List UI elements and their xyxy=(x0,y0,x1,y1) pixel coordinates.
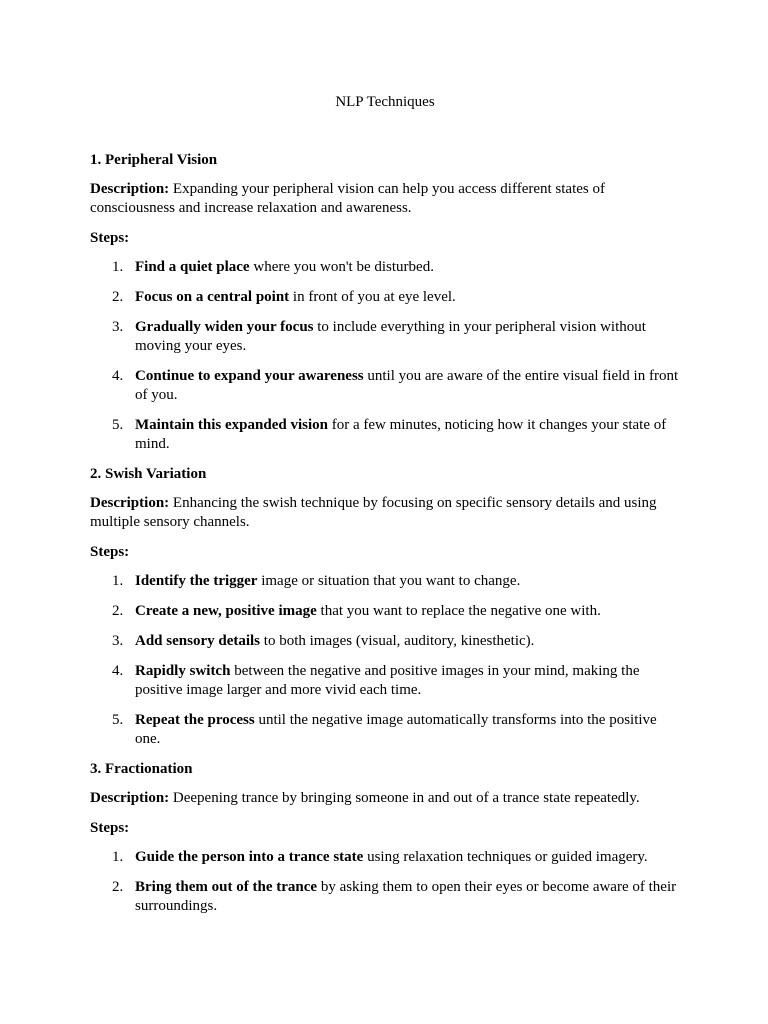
step-number: 2. xyxy=(112,879,124,895)
step-lead: Continue to expand your awareness xyxy=(135,368,364,384)
steps-label: Steps: xyxy=(90,544,130,560)
step-lead: Rapidly switch xyxy=(135,663,231,679)
list-item xyxy=(90,711,680,749)
step-lead: Gradually widen your focus xyxy=(135,319,314,335)
step-lead: Create a new, positive image xyxy=(135,603,317,619)
step-number: 2. xyxy=(112,603,124,619)
step-lead: Guide the person into a trance state xyxy=(135,849,364,865)
step-number: 1. xyxy=(112,259,124,275)
document-title: NLP Techniques xyxy=(335,94,435,110)
step-number: 1. xyxy=(112,849,124,865)
description-text: Enhancing the swish technique by focusing on specific sensory details and using multiple sensory channels. xyxy=(90,495,657,530)
step-lead: Identify the trigger xyxy=(135,573,258,589)
step-text: until you are aware of the entire visual field in front of you. xyxy=(135,368,679,403)
list-item xyxy=(90,662,680,700)
description-label: Description: xyxy=(90,495,170,511)
steps-list xyxy=(90,848,680,916)
step-text: in front of you at eye level. xyxy=(289,289,456,305)
step-number: 2. xyxy=(112,289,124,305)
step-number: 5. xyxy=(112,712,124,728)
step-text: using relaxation techniques or guided imagery. xyxy=(363,849,648,865)
steps-label: Steps: xyxy=(90,820,130,836)
list-item xyxy=(90,848,680,867)
step-number: 3. xyxy=(112,633,124,649)
list-item xyxy=(90,572,680,591)
description-text: Deepening trance by bringing someone in and out of a trance state repeatedly. xyxy=(169,790,640,806)
section-peripheral-vision xyxy=(90,151,680,454)
description-text: Expanding your peripheral vision can help you access different states of consciousness and increase relaxation and awareness. xyxy=(90,181,605,216)
list-item xyxy=(90,632,680,651)
step-text: image or situation that you want to change. xyxy=(257,573,521,589)
step-number: 3. xyxy=(112,319,124,335)
list-item xyxy=(90,318,680,356)
description-label: Description: xyxy=(90,181,170,197)
step-number: 4. xyxy=(112,368,124,384)
step-text: to include everything in your peripheral vision without moving your eyes. xyxy=(135,319,646,354)
list-item xyxy=(90,602,680,621)
section-heading: 2. Swish Variation xyxy=(90,466,207,482)
step-text: that you want to replace the negative one with. xyxy=(316,603,601,619)
step-text: to both images (visual, auditory, kinesthetic). xyxy=(260,633,535,649)
step-lead: Add sensory details xyxy=(135,633,261,649)
steps-label: Steps: xyxy=(90,230,130,246)
step-text: by asking them to open their eyes or become aware of their surroundings. xyxy=(135,879,677,914)
section-heading: 1. Peripheral Vision xyxy=(90,152,218,168)
section-description xyxy=(90,789,680,808)
step-text: until the negative image automatically transforms into the positive one. xyxy=(135,712,657,747)
step-lead: Bring them out of the trance xyxy=(135,879,318,895)
section-description xyxy=(90,494,680,532)
step-text: for a few minutes, noticing how it changes your state of mind. xyxy=(135,417,667,452)
list-item xyxy=(90,878,680,916)
step-text: where you won't be disturbed. xyxy=(249,259,434,275)
step-text: between the negative and positive images in your mind, making the positive image larger and more vivid each time. xyxy=(135,663,640,698)
list-item xyxy=(90,258,680,277)
step-number: 5. xyxy=(112,417,124,433)
step-lead: Find a quiet place xyxy=(135,259,250,275)
list-item xyxy=(90,416,680,454)
section-swish-variation xyxy=(90,465,680,749)
step-number: 1. xyxy=(112,573,124,589)
list-item xyxy=(90,367,680,405)
step-lead: Repeat the process xyxy=(135,712,255,728)
step-lead: Maintain this expanded vision xyxy=(135,417,328,433)
steps-list xyxy=(90,572,680,749)
steps-list xyxy=(90,258,680,454)
description-label: Description: xyxy=(90,790,170,806)
section-heading: 3. Fractionation xyxy=(90,761,193,777)
section-description xyxy=(90,180,680,218)
section-fractionation xyxy=(90,760,680,916)
list-item xyxy=(90,288,680,307)
step-lead: Focus on a central point xyxy=(135,289,290,305)
document-page xyxy=(90,93,680,927)
step-number: 4. xyxy=(112,663,124,679)
